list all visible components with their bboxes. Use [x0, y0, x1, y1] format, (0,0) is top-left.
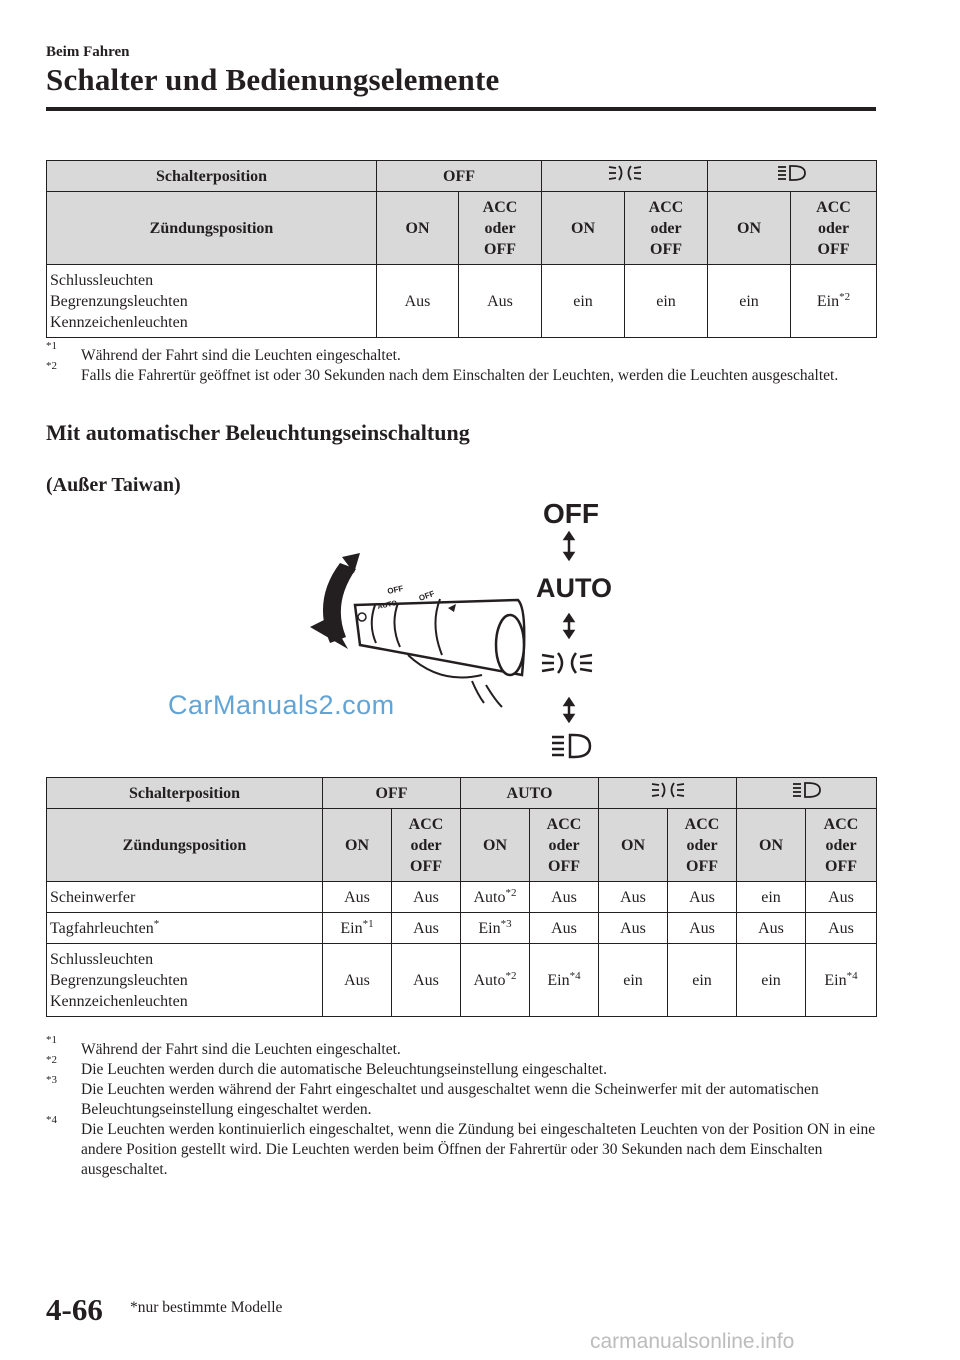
value-cell: Ein$^{*4}$ — [806, 944, 877, 1017]
page-title: Schalter und Bedienungselemente — [46, 62, 500, 97]
switch-auto-cell: AUTO — [461, 778, 599, 809]
value-cell: Ein$^{*4}$ — [530, 944, 599, 1017]
ignition-cell: ON — [323, 809, 392, 882]
lights-row-label: Schlussleuchten Begrenzungsleuchten Kennzeichenleuchten — [47, 944, 323, 1017]
headlights-row — [47, 882, 877, 913]
footnote-item: *4 Die Leuchten werden kontinuierlich eingeschaltet, wenn die Zündung bei eingeschalteten Leuchten von der Position ON in eine andere Position gestellt wird. Die Leuchten werden beim Öffnen der Fahrertür oder 30 Sekunden nach dem Einschalten ausgeschaltet. — [46, 1114, 876, 1178]
lights-cell: ein — [708, 265, 791, 338]
page-number: 4-66 — [46, 1292, 103, 1327]
drl-row — [47, 913, 877, 944]
ignition-cell: ACC oder OFF — [625, 192, 708, 265]
double-arrow — [565, 615, 573, 637]
value-cell: Aus — [392, 944, 461, 1017]
ignition-cell: ON — [461, 809, 530, 882]
lights-cell: Aus — [377, 265, 459, 338]
value-cell: Aus — [599, 882, 668, 913]
ignition-cell: ACC oder OFF — [791, 192, 877, 265]
ignition-cell: ACC oder OFF — [392, 809, 461, 882]
section-heading: Mit automatischer Beleuchtungseinschaltung — [46, 420, 470, 445]
ignition-position-header: Zündungsposition — [47, 192, 377, 265]
value-cell: ein — [737, 882, 806, 913]
section-label: Beim Fahren — [46, 44, 130, 60]
value-cell: Aus — [392, 913, 461, 944]
value-cell: Aus — [530, 913, 599, 944]
lights-row-label: Schlussleuchten Begrenzungsleuchten Kennzeichenleuchten — [47, 265, 377, 338]
value-cell: ein — [599, 944, 668, 1017]
lighting-table-manual — [46, 160, 877, 338]
value-cell: Aus — [530, 882, 599, 913]
switch-position-header: Schalterposition — [47, 161, 377, 192]
footnote-item: *1 Während der Fahrt sind die Leuchten eingeschaltet. — [46, 340, 401, 364]
footnote-item: *2 Falls die Fahrertür geöffnet ist oder 30 Sekunden nach dem Einschalten der Leuchten, werden die Leuchten ausgeschaltet. — [46, 360, 839, 384]
site-watermark: carmanualsonline.info — [590, 1330, 795, 1353]
ignition-cell: ON — [377, 192, 459, 265]
value-cell: ein — [737, 944, 806, 1017]
headlight-icon — [792, 786, 822, 803]
footnote-item: *3 Die Leuchten werden während der Fahrt eingeschaltet und ausgeschaltet wenn die Scheinwerfer mit der automatischen Beleuchtungseinstellung eingeschaltet werden. — [46, 1074, 819, 1118]
switch-headlight-cell — [737, 778, 877, 809]
switch-position-header: Schalterposition — [47, 778, 323, 809]
value-cell: Ein$^{*1}$ — [323, 913, 392, 944]
models-footnote: *nur bestimmte Modelle — [130, 1299, 283, 1316]
value-cell: Aus — [806, 913, 877, 944]
switch-off-cell: OFF — [323, 778, 461, 809]
lights-row — [47, 944, 877, 1017]
lighting-switch-illustration — [290, 495, 630, 765]
value-cell: Auto$^{*2}$ — [461, 944, 530, 1017]
value-cell: Aus — [737, 913, 806, 944]
value-cell: Aus — [323, 944, 392, 1017]
value-cell: Aus — [392, 882, 461, 913]
parking-lights-icon — [608, 169, 642, 186]
lights-cell: Ein$^{*2}$ — [791, 265, 877, 338]
lights-cell: ein — [625, 265, 708, 338]
value-cell: Aus — [599, 913, 668, 944]
ignition-cell: ACC oder OFF — [459, 192, 542, 265]
ignition-cell: ON — [737, 809, 806, 882]
drl-row-label: Tagfahrleuchten* — [47, 913, 323, 944]
ignition-cell: ACC oder OFF — [668, 809, 737, 882]
footnote-item: *1 Während der Fahrt sind die Leuchten eingeschaltet. — [46, 1034, 401, 1058]
ignition-cell: ON — [599, 809, 668, 882]
headlight-icon — [777, 169, 807, 186]
lever-label-off-2: OFF — [417, 588, 436, 603]
double-arrow — [565, 699, 573, 721]
lever-label-auto: AUTO — [376, 600, 398, 611]
lever-end — [496, 615, 524, 675]
value-cell: Aus — [668, 913, 737, 944]
value-cell: Aus — [806, 882, 877, 913]
watermark-carmanuals: CarManuals2.com — [168, 690, 395, 720]
headlight-icon — [552, 735, 590, 757]
value-cell: Auto$^{*2}$ — [461, 882, 530, 913]
switch-off-cell: OFF — [377, 161, 542, 192]
value-cell: Ein$^{*3}$ — [461, 913, 530, 944]
ignition-cell: ACC oder OFF — [530, 809, 599, 882]
ignition-cell: ACC oder OFF — [806, 809, 877, 882]
double-arrow — [565, 533, 573, 559]
ignition-cell: ON — [542, 192, 625, 265]
title-rule — [46, 107, 876, 111]
lights-cell: Aus — [459, 265, 542, 338]
footnote-item: *2 Die Leuchten werden durch die automatische Beleuchtungseinstellung eingeschaltet. — [46, 1054, 607, 1078]
lighting-table-auto — [46, 777, 877, 1017]
lights-cell: ein — [542, 265, 625, 338]
switch-headlight-cell — [708, 161, 877, 192]
ignition-cell: ON — [708, 192, 791, 265]
lever-label-off-1: OFF — [386, 583, 405, 596]
value-cell: Aus — [668, 882, 737, 913]
switch-parking-cell — [542, 161, 708, 192]
parking-lights-icon — [542, 653, 592, 673]
value-cell: Aus — [323, 882, 392, 913]
value-cell: ein — [668, 944, 737, 1017]
subheading: (Außer Taiwan) — [46, 474, 181, 496]
notes-auto — [46, 1034, 876, 1180]
headlights-row-label: Scheinwerfer — [47, 882, 323, 913]
label-off: OFF — [543, 498, 599, 529]
notes-manual — [46, 340, 876, 386]
parking-lights-icon — [651, 786, 685, 803]
ignition-position-header: Zündungsposition — [47, 809, 323, 882]
label-auto: AUTO — [536, 573, 613, 603]
switch-parking-cell — [599, 778, 737, 809]
